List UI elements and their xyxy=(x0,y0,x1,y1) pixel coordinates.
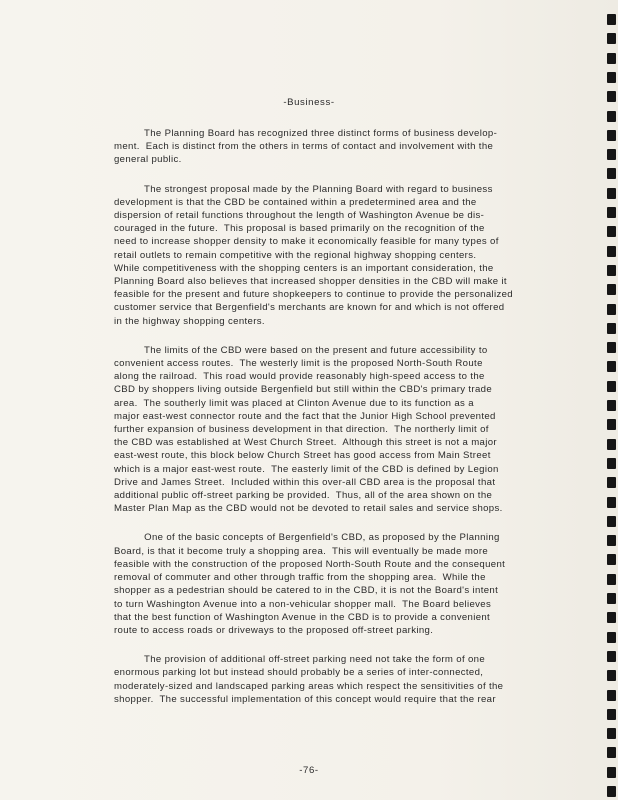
binding-hole xyxy=(607,149,616,160)
binding-hole xyxy=(607,612,616,623)
binding-hole xyxy=(607,419,616,430)
text-line: ment. Each is distinct from the others in terms of contact and involvement with the xyxy=(114,141,494,153)
text-line: need to increase shopper density to make it economically feasible for many types of xyxy=(114,236,499,248)
text-line: in the highway shopping centers. xyxy=(114,315,265,327)
binding-hole xyxy=(607,574,616,585)
text-line: couraged in the future. This proposal is based primarily on the recognition of the xyxy=(114,223,485,235)
binding-hole xyxy=(607,728,616,739)
text-line: Board, is that it become truly a shopping area. This will eventually be made more xyxy=(114,545,489,557)
text-line: Planning Board also believes that increased shopper densities in the CBD will make it xyxy=(114,276,507,288)
binding-hole xyxy=(607,361,616,372)
text-line: The strongest proposal made by the Planning Board with regard to business xyxy=(114,183,493,195)
binding-hole xyxy=(607,207,616,218)
text-line: shopper. The successful implementation of this concept would require that the rear xyxy=(114,693,496,705)
text-line: One of the basic concepts of Bergenfield's CBD, as proposed by the Planning xyxy=(114,532,500,544)
text-line: customer service that Bergenfield's merchants are known for and which is not offered xyxy=(114,302,505,314)
paragraph xyxy=(114,653,528,706)
section-heading: -Business- xyxy=(283,97,335,108)
binding-hole xyxy=(607,342,616,353)
text-line: The Planning Board has recognized three distinct forms of business develop- xyxy=(114,128,498,139)
binding-hole xyxy=(607,535,616,546)
text-line: Master Plan Map as the CBD would not be devoted to retail sales and service shops. xyxy=(114,503,503,515)
text-line: retail outlets to remain competitive with the regional highway shopping centers. xyxy=(114,249,477,261)
binding-hole xyxy=(607,265,616,276)
binding-hole xyxy=(607,72,616,83)
text-line: enormous parking lot but instead should probably be a series of inter-connected, xyxy=(114,667,484,679)
binding-hole xyxy=(607,130,616,141)
binding-hole xyxy=(607,304,616,315)
binding-hole xyxy=(607,400,616,411)
text-line: feasible with the construction of the proposed North-South Route and the consequent xyxy=(114,558,506,570)
text-line: CBD by shoppers living outside Bergenfield but still within the CBD's primary trade xyxy=(114,384,493,396)
text-line: shopper as a pedestrian should be catered to in the CBD, it is not the Board's intent xyxy=(114,585,499,597)
text-line: general public. xyxy=(114,154,182,166)
binding-hole xyxy=(607,747,616,758)
page-number: -76- xyxy=(299,765,319,776)
text-line: The limits of the CBD were based on the present and future accessibility to xyxy=(114,344,488,356)
text-line: area. The southerly limit was placed at Clinton Avenue due to its function as a xyxy=(114,397,474,409)
text-line: east-west route, this block below Church Street has good access from Main Street xyxy=(114,450,491,462)
binding-hole xyxy=(607,670,616,681)
binding-hole xyxy=(607,497,616,508)
binding-hole xyxy=(607,709,616,720)
text-line: convenient access routes. The westerly limit is the proposed North-South Route xyxy=(114,358,483,370)
binding-hole xyxy=(607,226,616,237)
paragraph xyxy=(114,531,528,637)
binding-hole xyxy=(607,651,616,662)
text-line: development is that the CBD be contained within a predetermined area and the xyxy=(114,196,477,208)
binding-hole xyxy=(607,632,616,643)
binding-hole xyxy=(607,111,616,122)
binding-hole xyxy=(607,284,616,295)
text-line: feasible for the present and future shopkeepers to continue to provide the personalized xyxy=(114,289,513,301)
binding-hole xyxy=(607,690,616,701)
text-line: removal of commuter and other through traffic from the shopping area. While the xyxy=(114,572,486,584)
binding-hole xyxy=(607,516,616,527)
text-line: along the railroad. This road would provide reasonably high-speed access to the xyxy=(114,371,485,383)
binding-hole xyxy=(607,554,616,565)
binding-hole xyxy=(607,33,616,44)
binding-hole xyxy=(607,767,616,778)
text-line: the CBD was established at West Church Street. Although this street is not a major xyxy=(114,437,497,449)
binding-hole xyxy=(607,323,616,334)
text-line: The provision of additional off-street parking need not take the form of one xyxy=(114,654,486,666)
paragraph xyxy=(114,183,528,328)
paragraph xyxy=(114,127,528,167)
binding-hole xyxy=(607,91,616,102)
binding-hole xyxy=(607,381,616,392)
paragraph xyxy=(114,344,528,516)
binding-hole xyxy=(607,593,616,604)
binding-hole xyxy=(607,458,616,469)
binding-hole xyxy=(607,188,616,199)
text-line: which is a major east-west route. The easterly limit of the CBD is defined by Legion xyxy=(114,463,499,475)
text-line: While competitiveness with the shopping centers is an important consideration, the xyxy=(114,262,494,274)
text-line: route to access roads or driveways to the proposed off-street parking. xyxy=(114,624,434,636)
binding-hole xyxy=(607,477,616,488)
text-line: major east-west connector route and the fact that the Junior High School prevented xyxy=(114,410,496,422)
text-line: additional public off-street parking be provided. Thus, all of the area shown on the xyxy=(114,490,493,502)
text-line: that the best function of Washington Avenue in the CBD is to provide a convenient xyxy=(114,611,491,623)
binding-hole xyxy=(607,168,616,179)
binding-hole xyxy=(607,439,616,450)
binding-hole xyxy=(607,14,616,25)
text-line: further expansion of business development in that direction. The northerly limit of xyxy=(114,424,489,436)
binding-hole xyxy=(607,786,616,797)
text-line: moderately-sized and landscaped parking areas which respect the sensitivities of the xyxy=(114,680,504,692)
spiral-binding xyxy=(602,0,618,800)
text-line: dispersion of retail functions throughout the length of Washington Avenue be dis- xyxy=(114,210,485,222)
binding-hole xyxy=(607,246,616,257)
text-line: to turn Washington Avenue into a non-vehicular shopper mall. The Board believes xyxy=(114,598,492,610)
body-text xyxy=(114,127,528,722)
text-line: Drive and James Street. Included within this over-all CBD area is the proposal that xyxy=(114,476,496,488)
binding-hole xyxy=(607,53,616,64)
